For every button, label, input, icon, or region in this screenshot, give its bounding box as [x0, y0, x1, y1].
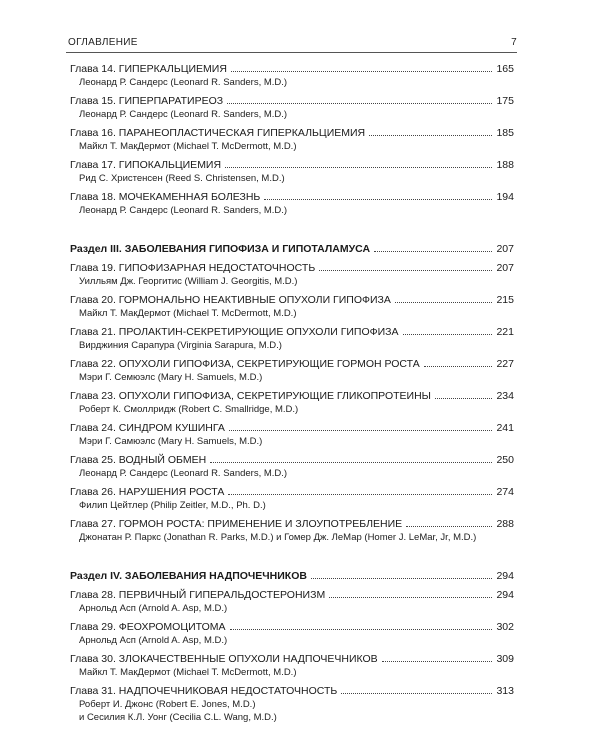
chapter-title-line	[70, 358, 514, 371]
chapter-title-line	[70, 685, 514, 698]
chapter-title-line	[70, 127, 514, 140]
toc-entry	[70, 653, 514, 679]
page-number: 188	[496, 159, 514, 171]
chapter-title: Глава 17. ГИПОКАЛЬЦИЕМИЯ	[70, 159, 222, 171]
page-number: 194	[496, 191, 514, 203]
chapter-author: Вирджиния Сарапура (Virginia Sarapura, M.D.)	[79, 340, 282, 351]
page-number: 250	[496, 454, 514, 466]
dot-leader	[374, 251, 492, 252]
dot-leader	[435, 398, 493, 399]
chapter-author: Мэри Г. Семюэлс (Mary H. Samuels, M.D.)	[79, 372, 263, 383]
dot-leader	[230, 629, 493, 630]
page-number: 309	[496, 653, 514, 665]
toc-entry	[70, 621, 514, 647]
chapter-author: Леонард Р. Сандерс (Leonard R. Sanders, M.D.)	[79, 77, 288, 88]
dot-leader	[231, 71, 493, 72]
chapter-title-line	[70, 422, 514, 435]
chapter-title-line	[70, 326, 514, 339]
dot-leader	[369, 135, 492, 136]
toc-entry	[70, 390, 514, 416]
chapter-title-line	[70, 262, 514, 275]
chapter-title: Глава 30. ЗЛОКАЧЕСТВЕННЫЕ ОПУХОЛИ НАДПОЧЕЧНИКОВ	[70, 653, 378, 665]
page-header	[68, 37, 517, 48]
page-number: 207	[496, 262, 514, 274]
page-number: 165	[496, 63, 514, 75]
chapter-title: Глава 24. СИНДРОМ КУШИНГА	[70, 422, 225, 434]
dot-leader	[341, 693, 492, 694]
page-number: 274	[496, 486, 514, 498]
chapter-title: Глава 23. ОПУХОЛИ ГИПОФИЗА, СЕКРЕТИРУЮЩИЕ ГЛИКОПРОТЕИНЫ	[70, 390, 431, 402]
page-number: 288	[496, 518, 514, 530]
chapter-title-line	[70, 621, 514, 634]
header-rule	[66, 52, 517, 53]
chapter-title: Глава 25. ВОДНЫЙ ОБМЕН	[70, 454, 207, 466]
dot-leader	[329, 597, 492, 598]
header-title: ОГЛАВЛЕНИЕ	[68, 37, 138, 48]
chapter-title-line	[70, 294, 514, 307]
toc-section	[70, 243, 514, 256]
toc-entry	[70, 127, 514, 153]
section-spacer	[70, 223, 514, 233]
dot-leader	[382, 661, 493, 662]
dot-leader	[395, 302, 493, 303]
dot-leader	[319, 270, 492, 271]
chapter-title: Глава 31. НАДПОЧЕЧНИКОВАЯ НЕДОСТАТОЧНОСТЬ	[70, 685, 338, 697]
chapter-title-line	[70, 589, 514, 602]
page-number: 175	[496, 95, 514, 107]
page-number: 221	[496, 326, 514, 338]
chapter-title: Глава 27. ГОРМОН РОСТА: ПРИМЕНЕНИЕ И ЗЛОУПОТРЕБЛЕНИЕ	[70, 518, 403, 530]
chapter-author: Арнольд Асп (Arnold A. Asp, M.D.)	[79, 603, 228, 614]
chapter-author: Леонард Р. Сандерс (Leonard R. Sanders, M.D.)	[79, 109, 288, 120]
page-number: 294	[496, 589, 514, 601]
toc-entry	[70, 63, 514, 89]
chapter-title: Глава 18. МОЧЕКАМЕННАЯ БОЛЕЗНЬ	[70, 191, 261, 203]
toc-entry	[70, 262, 514, 288]
chapter-author: Майкл Т. МакДермот (Michael T. McDermott, M.D.)	[79, 308, 297, 319]
chapter-title: Глава 29. ФЕОХРОМОЦИТОМА	[70, 621, 226, 633]
chapter-author: Майкл Т. МакДермот (Michael T. McDermott, M.D.)	[79, 667, 297, 678]
table-of-contents	[70, 63, 514, 730]
toc-entry	[70, 326, 514, 352]
chapter-title: Глава 14. ГИПЕРКАЛЬЦИЕМИЯ	[70, 63, 227, 75]
toc-entry	[70, 454, 514, 480]
page-number: 241	[496, 422, 514, 434]
toc-entry	[70, 685, 514, 724]
chapter-author: Роберт К. Смоллридж (Robert C. Smallridge, M.D.)	[79, 404, 299, 415]
chapter-title-line	[70, 518, 514, 531]
toc-entry	[70, 422, 514, 448]
toc-entry	[70, 518, 514, 544]
section-title-line	[70, 243, 514, 256]
chapter-title: Глава 20. ГОРМОНАЛЬНО НЕАКТИВНЫЕ ОПУХОЛИ ГИПОФИЗА	[70, 294, 391, 306]
chapter-title-line	[70, 454, 514, 467]
chapter-title-line	[70, 159, 514, 172]
chapter-title: Глава 22. ОПУХОЛИ ГИПОФИЗА, СЕКРЕТИРУЮЩИЕ ГОРМОН РОСТА	[70, 358, 420, 370]
dot-leader	[311, 578, 493, 579]
dot-leader	[225, 167, 492, 168]
chapter-title-line	[70, 191, 514, 204]
chapter-author: Майкл Т. МакДермот (Michael T. McDermott, M.D.)	[79, 141, 297, 152]
dot-leader	[406, 526, 492, 527]
chapter-title: Глава 28. ПЕРВИЧНЫЙ ГИПЕРАЛЬДОСТЕРОНИЗМ	[70, 589, 326, 601]
dot-leader	[403, 334, 493, 335]
chapter-author: Филип Цейтлер (Philip Zeitler, M.D., Ph. D.)	[79, 500, 266, 511]
chapter-title: Глава 15. ГИПЕРПАРАТИРЕОЗ	[70, 95, 224, 107]
chapter-title-line	[70, 486, 514, 499]
dot-leader	[424, 366, 493, 367]
chapter-title: Глава 26. НАРУШЕНИЯ РОСТА	[70, 486, 225, 498]
page-number: 294	[496, 570, 514, 582]
chapter-author: Мэри Г. Самюэлс (Mary H. Samuels, M.D.)	[79, 436, 263, 447]
toc-entry	[70, 486, 514, 512]
page-number: 227	[496, 358, 514, 370]
header-page-number: 7	[511, 37, 517, 48]
chapter-author: Рид С. Христенсен (Reed S. Christensen, M.D.)	[79, 173, 285, 184]
chapter-title: Глава 16. ПАРАНЕОПЛАСТИЧЕСКАЯ ГИПЕРКАЛЬЦИЕМИЯ	[70, 127, 366, 139]
toc-entry	[70, 589, 514, 615]
chapter-title-line	[70, 95, 514, 108]
toc-section	[70, 570, 514, 583]
toc-entry	[70, 95, 514, 121]
chapter-title-line	[70, 63, 514, 76]
dot-leader	[210, 462, 492, 463]
toc-entry	[70, 191, 514, 217]
dot-leader	[264, 199, 492, 200]
section-title-line	[70, 570, 514, 583]
page-number: 302	[496, 621, 514, 633]
page-number: 234	[496, 390, 514, 402]
dot-leader	[229, 430, 493, 431]
chapter-author: Джонатан Р. Паркс (Jonathan R. Parks, M.D.) и Гомер Дж. ЛеМар (Homer J. LeMar, Jr, M.D.)	[79, 532, 477, 543]
chapter-title: Глава 21. ПРОЛАКТИН-СЕКРЕТИРУЮЩИЕ ОПУХОЛИ ГИПОФИЗА	[70, 326, 399, 338]
chapter-author: Леонард Р. Сандерс (Leonard R. Sanders, M.D.)	[79, 468, 288, 479]
chapter-author: Роберт И. Джонс (Robert E. Jones, M.D.)	[79, 699, 256, 710]
dot-leader	[228, 494, 492, 495]
chapter-title-line	[70, 653, 514, 666]
section-spacer	[70, 550, 514, 560]
section-title: Раздел IV. ЗАБОЛЕВАНИЯ НАДПОЧЕЧНИКОВ	[70, 570, 307, 582]
section-title: Раздел III. ЗАБОЛЕВАНИЯ ГИПОФИЗА И ГИПОТАЛАМУСА	[70, 243, 371, 255]
chapter-title-line	[70, 390, 514, 403]
toc-entry	[70, 159, 514, 185]
toc-entry	[70, 294, 514, 320]
chapter-author: Леонард Р. Сандерс (Leonard R. Sanders, M.D.)	[79, 205, 288, 216]
page-number: 207	[496, 243, 514, 255]
chapter-title: Глава 19. ГИПОФИЗАРНАЯ НЕДОСТАТОЧНОСТЬ	[70, 262, 316, 274]
page-number: 313	[496, 685, 514, 697]
toc-entry	[70, 358, 514, 384]
chapter-author: Арнольд Асп (Arnold A. Asp, M.D.)	[79, 635, 228, 646]
dot-leader	[227, 103, 492, 104]
chapter-author: и Сесилия К.Л. Уонг (Cecilia C.L. Wang, M.D.)	[79, 712, 277, 723]
page-number: 215	[496, 294, 514, 306]
chapter-author: Уилльям Дж. Георгитис (William J. Georgitis, M.D.)	[79, 276, 298, 287]
page-number: 185	[496, 127, 514, 139]
